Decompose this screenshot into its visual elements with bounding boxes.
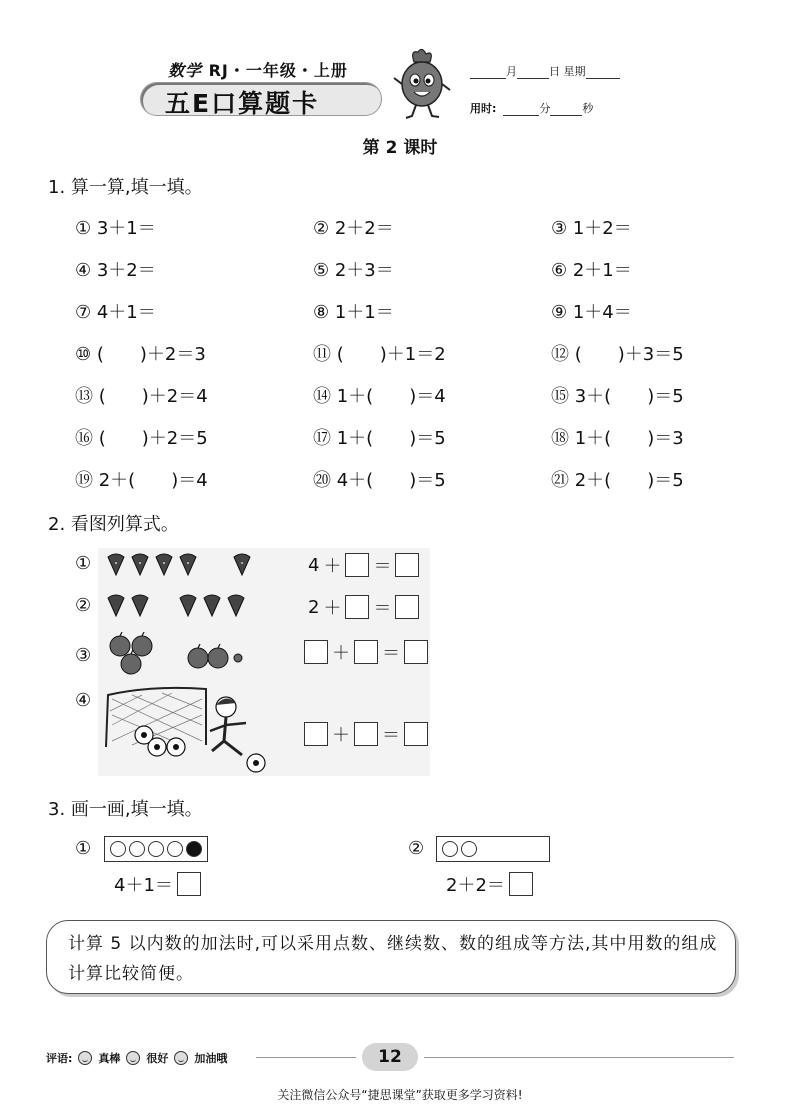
strawberry-group [104, 551, 264, 581]
book-title: 五E口算题卡 [165, 89, 320, 118]
footer-divider [424, 1057, 734, 1058]
bead-frame-2[interactable] [436, 836, 550, 862]
lesson-title: 第 2 课时 [362, 138, 438, 158]
equation-row-2 [308, 594, 419, 620]
equation-text: 4＋1＝ [114, 875, 173, 896]
empty-bead [129, 841, 145, 857]
equals-sign: ＝ [382, 643, 400, 664]
soccer-illustration [102, 685, 272, 777]
answer-box[interactable] [404, 722, 428, 746]
exercise-item[interactable]: ⑬ ( )＋2＝4 [75, 386, 208, 407]
second-blank[interactable] [550, 104, 582, 116]
series-grade: RJ・一年级・上册 [202, 61, 348, 80]
exercise-item[interactable]: ④ 3＋2＝ [75, 260, 156, 281]
answer-box[interactable] [345, 553, 369, 577]
month-blank[interactable] [470, 67, 506, 79]
plus-sign: ＋ [323, 556, 342, 577]
exercise-item[interactable]: ⑥ 2＋1＝ [551, 260, 632, 281]
smiley-icon[interactable] [174, 1051, 188, 1065]
exercise-item[interactable]: ⑮ 3＋( )＝5 [551, 386, 684, 407]
exercise-item[interactable]: ⑱ 1＋( )＝3 [551, 428, 684, 449]
time-fields [470, 100, 593, 116]
given-number: 2 [308, 596, 320, 618]
plus-sign: ＋ [323, 598, 342, 619]
plus-sign: ＋ [332, 643, 350, 664]
book-series [168, 58, 348, 81]
empty-bead [110, 841, 126, 857]
exercise-item[interactable]: ㉑ 2＋( )＝5 [551, 470, 684, 491]
exercise-item[interactable]: ⑰ 1＋( )＝5 [313, 428, 446, 449]
equation-text: 2＋2＝ [446, 875, 505, 896]
bead-frame-1[interactable] [104, 836, 208, 862]
weekday-label: 星期 [563, 65, 586, 78]
exercise-item[interactable]: ⑨ 1＋4＝ [551, 302, 632, 323]
minute-blank[interactable] [503, 104, 539, 116]
equation-row-4 [304, 721, 428, 747]
answer-box[interactable] [354, 640, 378, 664]
answer-box[interactable] [509, 872, 533, 896]
date-fields [470, 63, 620, 79]
given-number: 4 [308, 554, 320, 576]
rating-option: 真棒 [98, 1052, 121, 1065]
exercise-item[interactable]: ⑫ ( )＋3＝5 [551, 344, 684, 365]
exercise-item[interactable]: ⑩ ( )＋2＝3 [75, 344, 206, 365]
exercise-item[interactable]: ⑳ 4＋( )＝5 [313, 470, 446, 491]
exercise-item[interactable]: ① 3＋1＝ [75, 218, 156, 239]
answer-box[interactable] [345, 595, 369, 619]
empty-bead [442, 841, 458, 857]
section-1-title: 1. 算一算,填一填。 [48, 177, 203, 198]
second-label: 秒 [582, 102, 594, 115]
picture-row-number: ① [75, 553, 92, 574]
equation-row-1 [308, 552, 419, 578]
equals-sign: ＝ [382, 725, 400, 746]
exercise-item[interactable]: ③ 1＋2＝ [551, 218, 632, 239]
empty-bead [148, 841, 164, 857]
section-3-title: 3. 画一画,填一填。 [48, 799, 203, 820]
exercise-item[interactable]: ⑦ 4＋1＝ [75, 302, 156, 323]
time-label: 用时: [470, 102, 497, 115]
picture-row-number: ③ [75, 645, 92, 666]
answer-box[interactable] [404, 640, 428, 664]
picture-row-number: ② [75, 595, 92, 616]
page-number: 12 [362, 1043, 418, 1071]
exercise-item[interactable]: ⑭ 1＋( )＝4 [313, 386, 446, 407]
empty-bead [461, 841, 477, 857]
day-blank[interactable] [517, 67, 549, 79]
tip-text: 计算 5 以内数的加法时,可以采用点数、继续数、数的组成等方法,其中用数的组成计算比较简便。 [68, 934, 718, 984]
series-subject: 数学 [168, 61, 203, 80]
rating-option: 很好 [146, 1052, 169, 1065]
section-2-title: 2. 看图列算式。 [48, 514, 179, 535]
footer-divider [256, 1057, 356, 1058]
rating-label: 评语: [46, 1052, 73, 1065]
exercise-item[interactable]: ⑪ ( )＋1＝2 [313, 344, 446, 365]
rating-option: 加油哦 [194, 1052, 228, 1065]
empty-bead [167, 841, 183, 857]
answer-box[interactable] [304, 640, 328, 664]
picture-row-number: ④ [75, 690, 92, 711]
exercise-item[interactable]: ⑯ ( )＋2＝5 [75, 428, 208, 449]
exercise-item[interactable]: ② 2＋2＝ [313, 218, 394, 239]
answer-box[interactable] [354, 722, 378, 746]
exercise-item[interactable]: ⑲ 2＋( )＝4 [75, 470, 208, 491]
draw-equation-1 [114, 871, 201, 897]
apple-group [104, 632, 244, 682]
equals-sign: ＝ [373, 556, 392, 577]
draw-question-number: ① [75, 838, 92, 859]
answer-box[interactable] [177, 872, 201, 896]
equals-sign: ＝ [373, 598, 392, 619]
plus-sign: ＋ [332, 725, 350, 746]
exercise-item[interactable]: ⑤ 2＋3＝ [313, 260, 394, 281]
promo-text: 关注微信公众号“捷思课堂”获取更多学习资料! [277, 1088, 523, 1102]
mascot-illustration [392, 48, 452, 124]
exercise-item[interactable]: ⑧ 1＋1＝ [313, 302, 394, 323]
day-label: 日 [549, 65, 560, 78]
rating-bar [46, 1050, 227, 1066]
month-label: 月 [506, 65, 517, 78]
answer-box[interactable] [395, 553, 419, 577]
draw-equation-2 [446, 871, 533, 897]
filled-bead [186, 841, 202, 857]
smiley-icon[interactable] [78, 1051, 92, 1065]
strawberry-group [104, 592, 264, 622]
draw-question-number: ② [408, 838, 425, 859]
minute-label: 分 [539, 102, 551, 115]
answer-box[interactable] [304, 722, 328, 746]
smiley-icon[interactable] [126, 1051, 140, 1065]
weekday-blank[interactable] [586, 67, 620, 79]
answer-box[interactable] [395, 595, 419, 619]
equation-row-3 [304, 639, 428, 665]
